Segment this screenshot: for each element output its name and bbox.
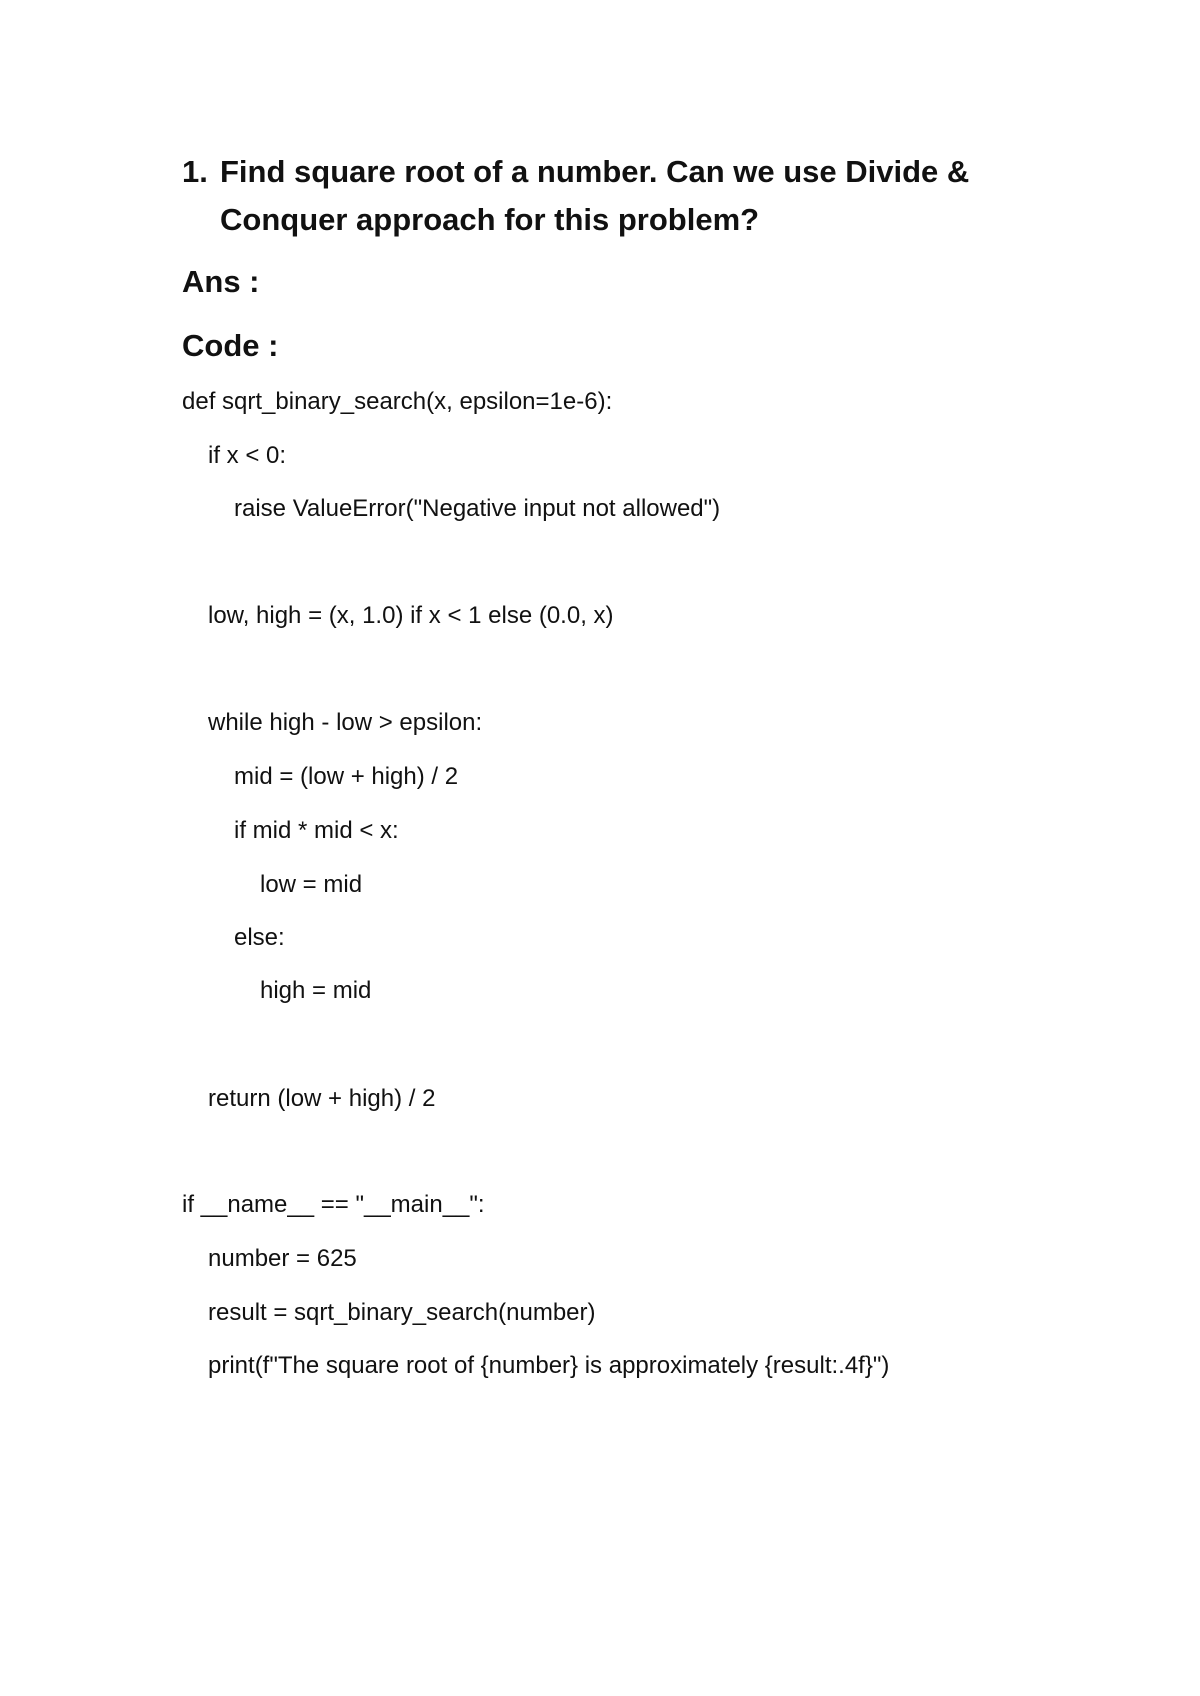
code-line: number = 625	[208, 1245, 357, 1272]
code-line: def sqrt_binary_search(x, epsilon=1e-6):	[182, 388, 613, 415]
code-line: raise ValueError("Negative input not allowed")	[234, 495, 721, 522]
code-line: if __name__ == "__main__":	[182, 1191, 485, 1218]
code-line: if x < 0:	[208, 442, 287, 469]
code-line: return (low + high) / 2	[208, 1085, 436, 1112]
code-line: result = sqrt_binary_search(number)	[208, 1299, 596, 1326]
code-line: mid = (low + high) / 2	[234, 763, 459, 790]
question-text: Find square root of a number. Can we use Divide & Conquer approach for this problem?	[220, 154, 970, 237]
question-1	[182, 148, 1012, 244]
code-line: low = mid	[260, 871, 363, 898]
code-line: else:	[234, 924, 285, 951]
code-line: while high - low > epsilon:	[208, 709, 483, 736]
answer-label: Ans :	[182, 264, 260, 299]
code-line: high = mid	[260, 977, 372, 1004]
code-label: Code :	[182, 328, 279, 363]
code-line: print(f"The square root of {number} is approximately {result:.4f}")	[208, 1352, 890, 1379]
question-number: 1.	[182, 154, 208, 189]
code-line: low, high = (x, 1.0) if x < 1 else (0.0, x)	[208, 602, 614, 629]
code-line: if mid * mid < x:	[234, 817, 399, 844]
